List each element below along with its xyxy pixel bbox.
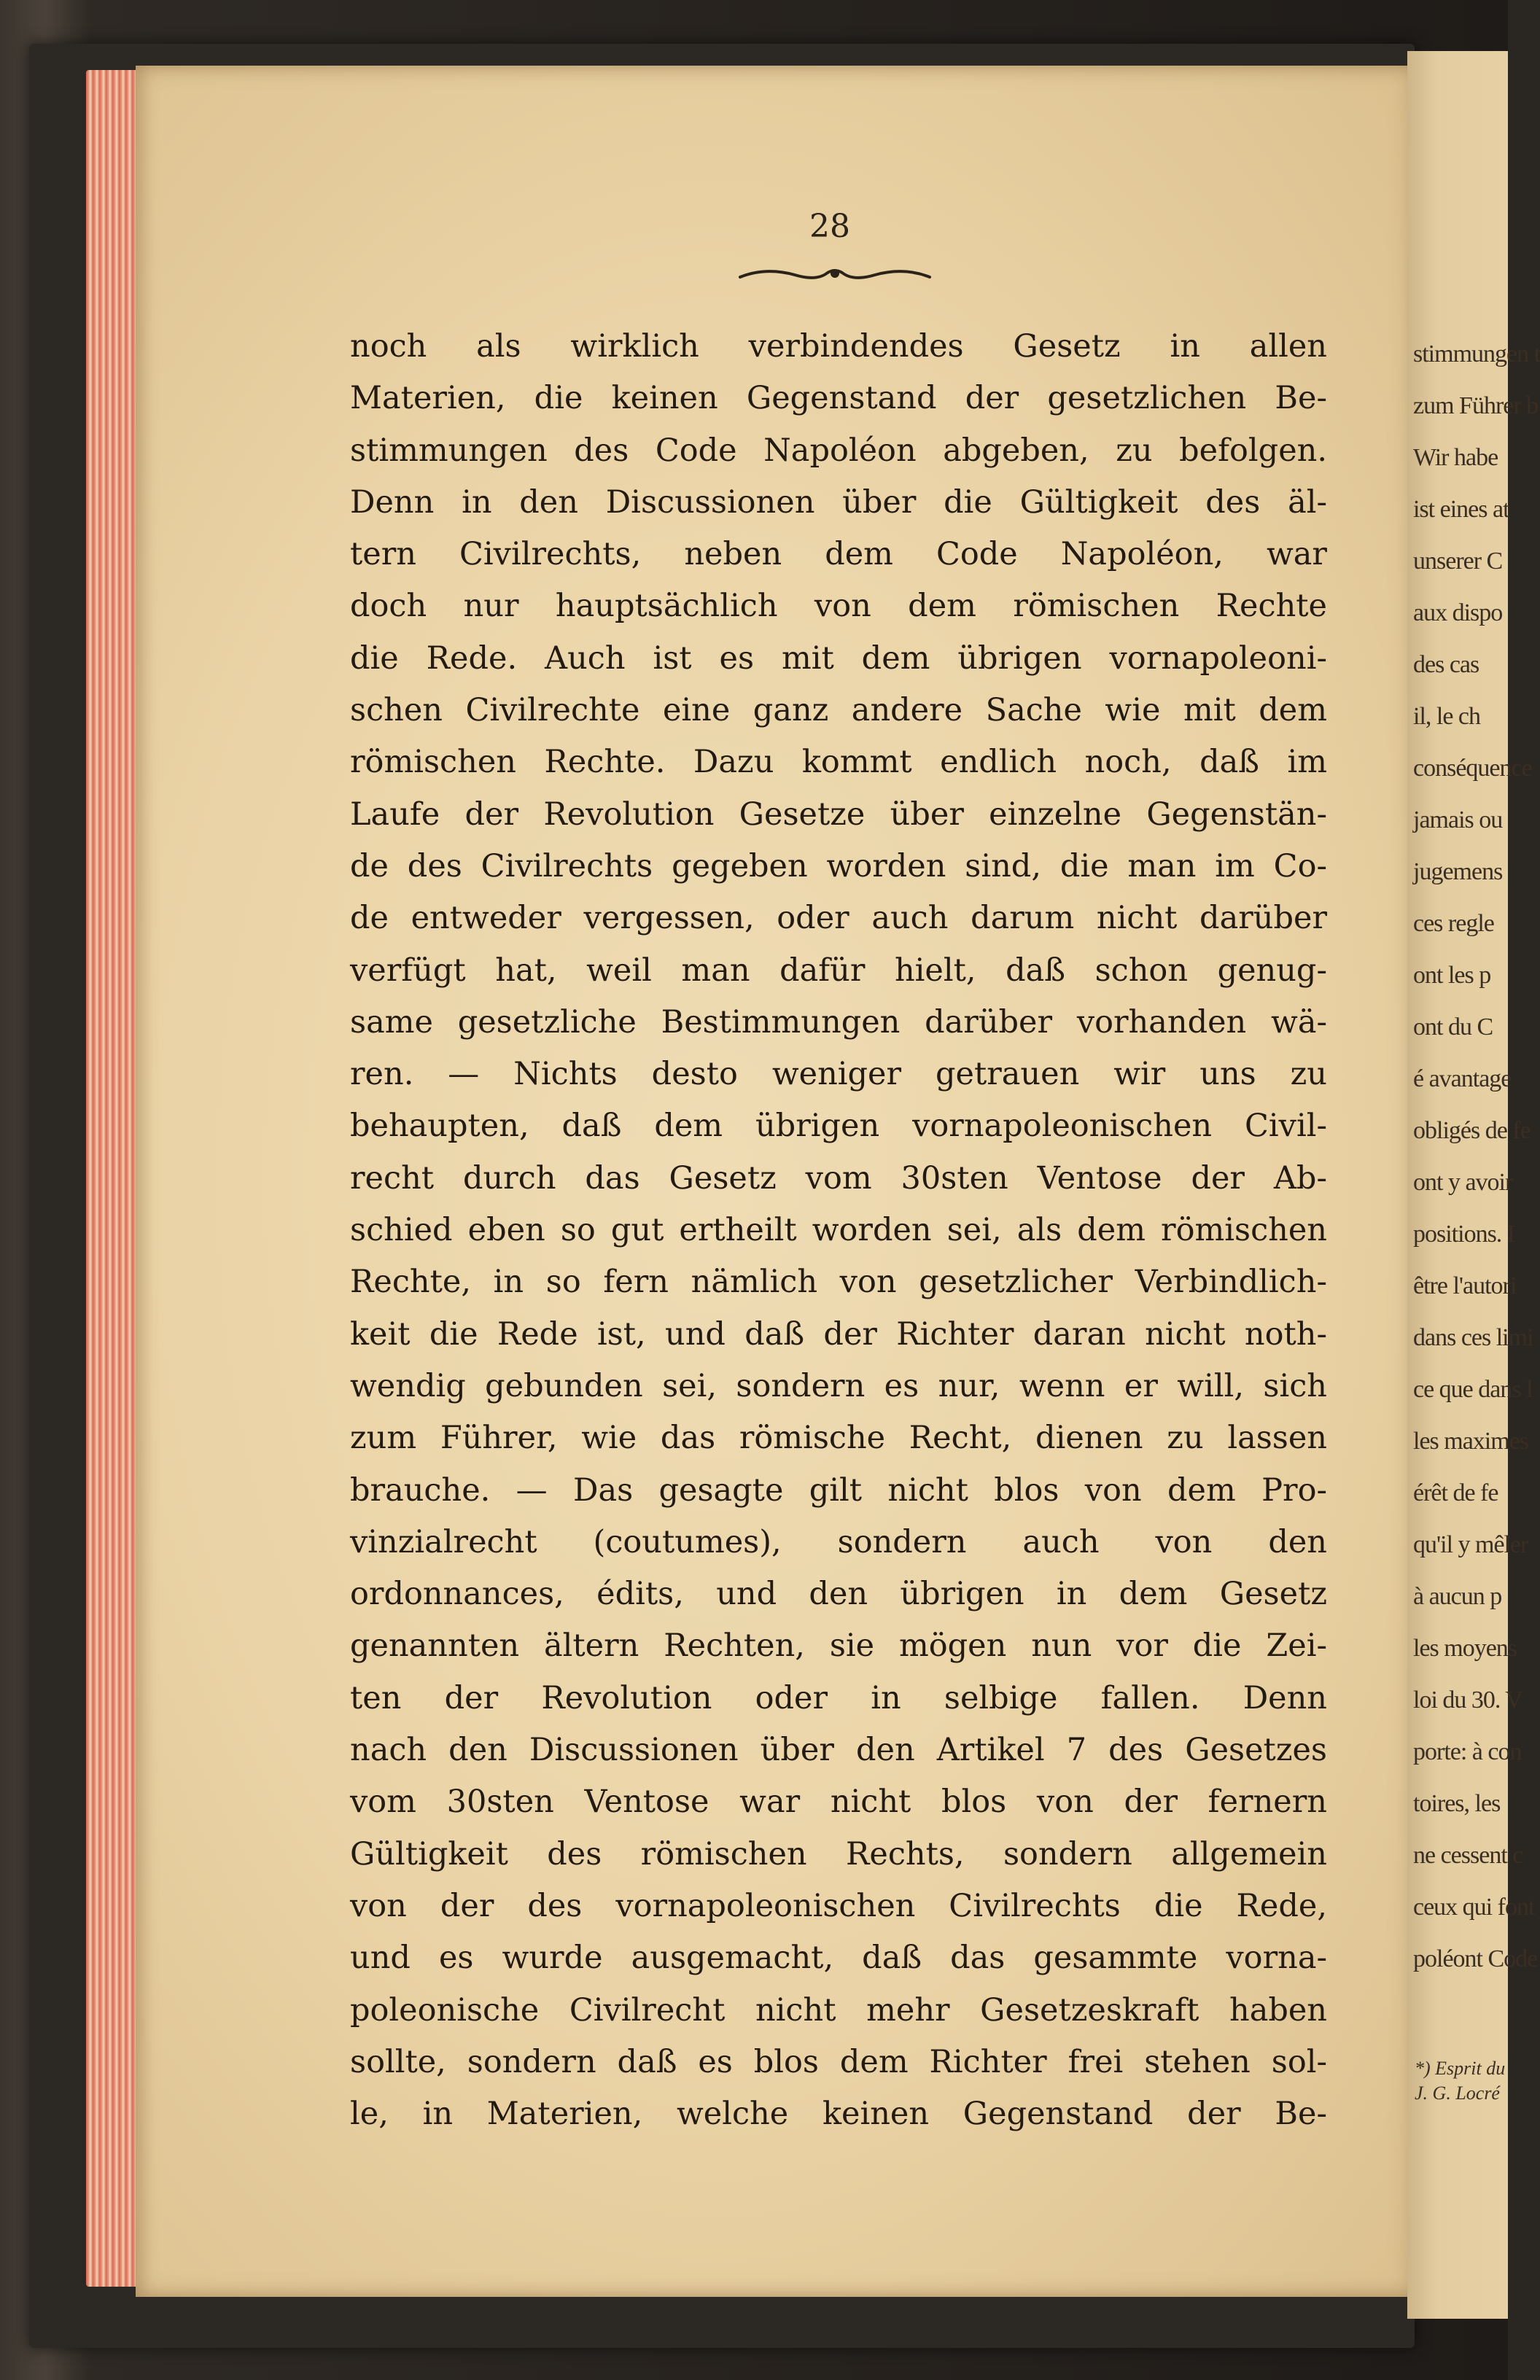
text-line: ren. — Nichts desto weniger getrauen wir uns zu (350, 1056, 1327, 1093)
text-line: schied eben so gut ertheilt worden sei, als dem römischen (350, 1212, 1327, 1249)
text-line: vom 30sten Ventose war nicht blos von der fernern (350, 1784, 1327, 1821)
facing-line: ne cessent c (1413, 1842, 1523, 1869)
facing-line: ont les p (1413, 962, 1491, 989)
facing-line: ont du C (1413, 1014, 1493, 1041)
text-line: stimmungen des Code Napoléon abgeben, zu befolgen. (350, 432, 1327, 469)
facing-line: positions. I (1413, 1221, 1515, 1248)
facing-line: les maximes (1413, 1428, 1529, 1455)
facing-line: des cas (1413, 651, 1479, 678)
text-line: nach den Discussionen über den Artikel 7 des Gesetzes (350, 1732, 1327, 1769)
facing-line: aux dispo (1413, 599, 1503, 626)
facing-line: toires, les (1413, 1790, 1501, 1817)
text-line: recht durch das Gesetz vom 30sten Ventose der Ab- (350, 1159, 1327, 1197)
text-line: vinzialrecht (coutumes), sondern auch von den (350, 1523, 1327, 1560)
page-number: 28 (809, 208, 850, 245)
text-line: die Rede. Auch ist es mit dem übrigen vornapoleoni- (350, 639, 1327, 677)
facing-line: conséquence (1413, 755, 1532, 782)
text-line: poleonische Civilrecht nicht mehr Gesetzeskraft haben (350, 1991, 1327, 2029)
facing-line: les moyens (1413, 1635, 1517, 1662)
text-line: de des Civilrechts gegeben worden sind, die man im Co- (350, 847, 1327, 884)
text-line: von der des vornapoleonischen Civilrechts die Rede, (350, 1887, 1327, 1924)
facing-line: zum Führer b (1413, 392, 1539, 419)
facing-line: ce que dans l (1413, 1376, 1533, 1403)
facing-line: ces regle (1413, 910, 1494, 937)
facing-line: porte: à con (1413, 1738, 1522, 1765)
footnote-line: *) Esprit du (1415, 2058, 1506, 2079)
text-line: römischen Rechte. Dazu kommt endlich noch, daß im (350, 744, 1327, 781)
facing-page (1407, 51, 1540, 2319)
text-line: ten der Revolution oder in selbige fallen. Denn (350, 1679, 1327, 1716)
facing-line: obligés de fe (1413, 1117, 1531, 1144)
ornament-divider (736, 264, 933, 286)
text-line: und es wurde ausgemacht, daß das gesammte vorna- (350, 1940, 1327, 1977)
text-line: noch als wirklich verbindendes Gesetz in allen (350, 328, 1327, 365)
text-line: doch nur hauptsächlich von dem römischen Rechte (350, 588, 1327, 625)
facing-line: poléont Code (1413, 1945, 1538, 1972)
facing-line: Wir habe (1413, 444, 1498, 471)
facing-line: loi du 30. V (1413, 1687, 1522, 1714)
facing-line: jamais ou (1413, 806, 1503, 833)
facing-line: érêt de fe (1413, 1479, 1498, 1506)
text-line: de entweder vergessen, oder auch darum nicht darüber (350, 900, 1327, 937)
text-line: sollte, sondern daß es blos dem Richter frei stehen sol- (350, 2043, 1327, 2080)
facing-page-footnote (1415, 2056, 1505, 2106)
footnote-line: J. G. Locré (1415, 2082, 1500, 2104)
facing-line: être l'autori (1413, 1272, 1517, 1299)
facing-line: stimmungen t (1413, 341, 1540, 368)
text-line: Denn in den Discussionen über die Gültigkeit des äl- (350, 483, 1327, 521)
text-line: Materien, die keinen Gegenstand der gesetzlichen Be- (350, 380, 1327, 417)
facing-line: ceux qui font (1413, 1894, 1535, 1921)
body-text (350, 321, 1327, 2140)
text-line: le, in Materien, welche keinen Gegenstand der Be- (350, 2096, 1327, 2133)
text-line: wendig gebunden sei, sondern es nur, wenn er will, sich (350, 1367, 1327, 1404)
text-line: same gesetzliche Bestimmungen darüber vorhanden wä- (350, 1003, 1327, 1041)
text-line: schen Civilrechte eine ganz andere Sache wie mit dem (350, 692, 1327, 729)
text-line: verfügt hat, weil man dafür hielt, daß schon genug- (350, 952, 1327, 989)
facing-line: dans ces limi (1413, 1324, 1533, 1351)
text-line: genannten ältern Rechten, sie mögen nun vor die Zei- (350, 1628, 1327, 1665)
facing-line: ist eines at (1413, 496, 1509, 523)
text-line: keit die Rede ist, und daß der Richter daran nicht noth- (350, 1315, 1327, 1353)
facing-page-text (1413, 328, 1540, 1985)
facing-line: é avantage (1413, 1065, 1512, 1092)
facing-line: qu'il y mêler (1413, 1531, 1528, 1558)
text-line: Gültigkeit des römischen Rechts, sondern allgemein (350, 1835, 1327, 1872)
text-line: brauche. — Das gesagte gilt nicht blos von dem Pro- (350, 1471, 1327, 1509)
text-line: zum Führer, wie das römische Recht, dienen zu lassen (350, 1420, 1327, 1457)
text-line: Laufe der Revolution Gesetze über einzelne Gegenstän- (350, 796, 1327, 833)
facing-line: il, le ch (1413, 703, 1481, 730)
facing-line: ont y avoir (1413, 1169, 1513, 1196)
facing-line: à aucun p (1413, 1583, 1502, 1610)
text-line: ordonnances, édits, und den übrigen in dem Gesetz (350, 1576, 1327, 1613)
text-line: Rechte, in so fern nämlich von gesetzlicher Verbindlich- (350, 1264, 1327, 1301)
facing-line: jugemens (1413, 858, 1503, 885)
facing-line: unserer C (1413, 548, 1503, 575)
text-line: behaupten, daß dem übrigen vornapoleonischen Civil- (350, 1108, 1327, 1145)
text-line: tern Civilrechts, neben dem Code Napoléon, war (350, 536, 1327, 573)
